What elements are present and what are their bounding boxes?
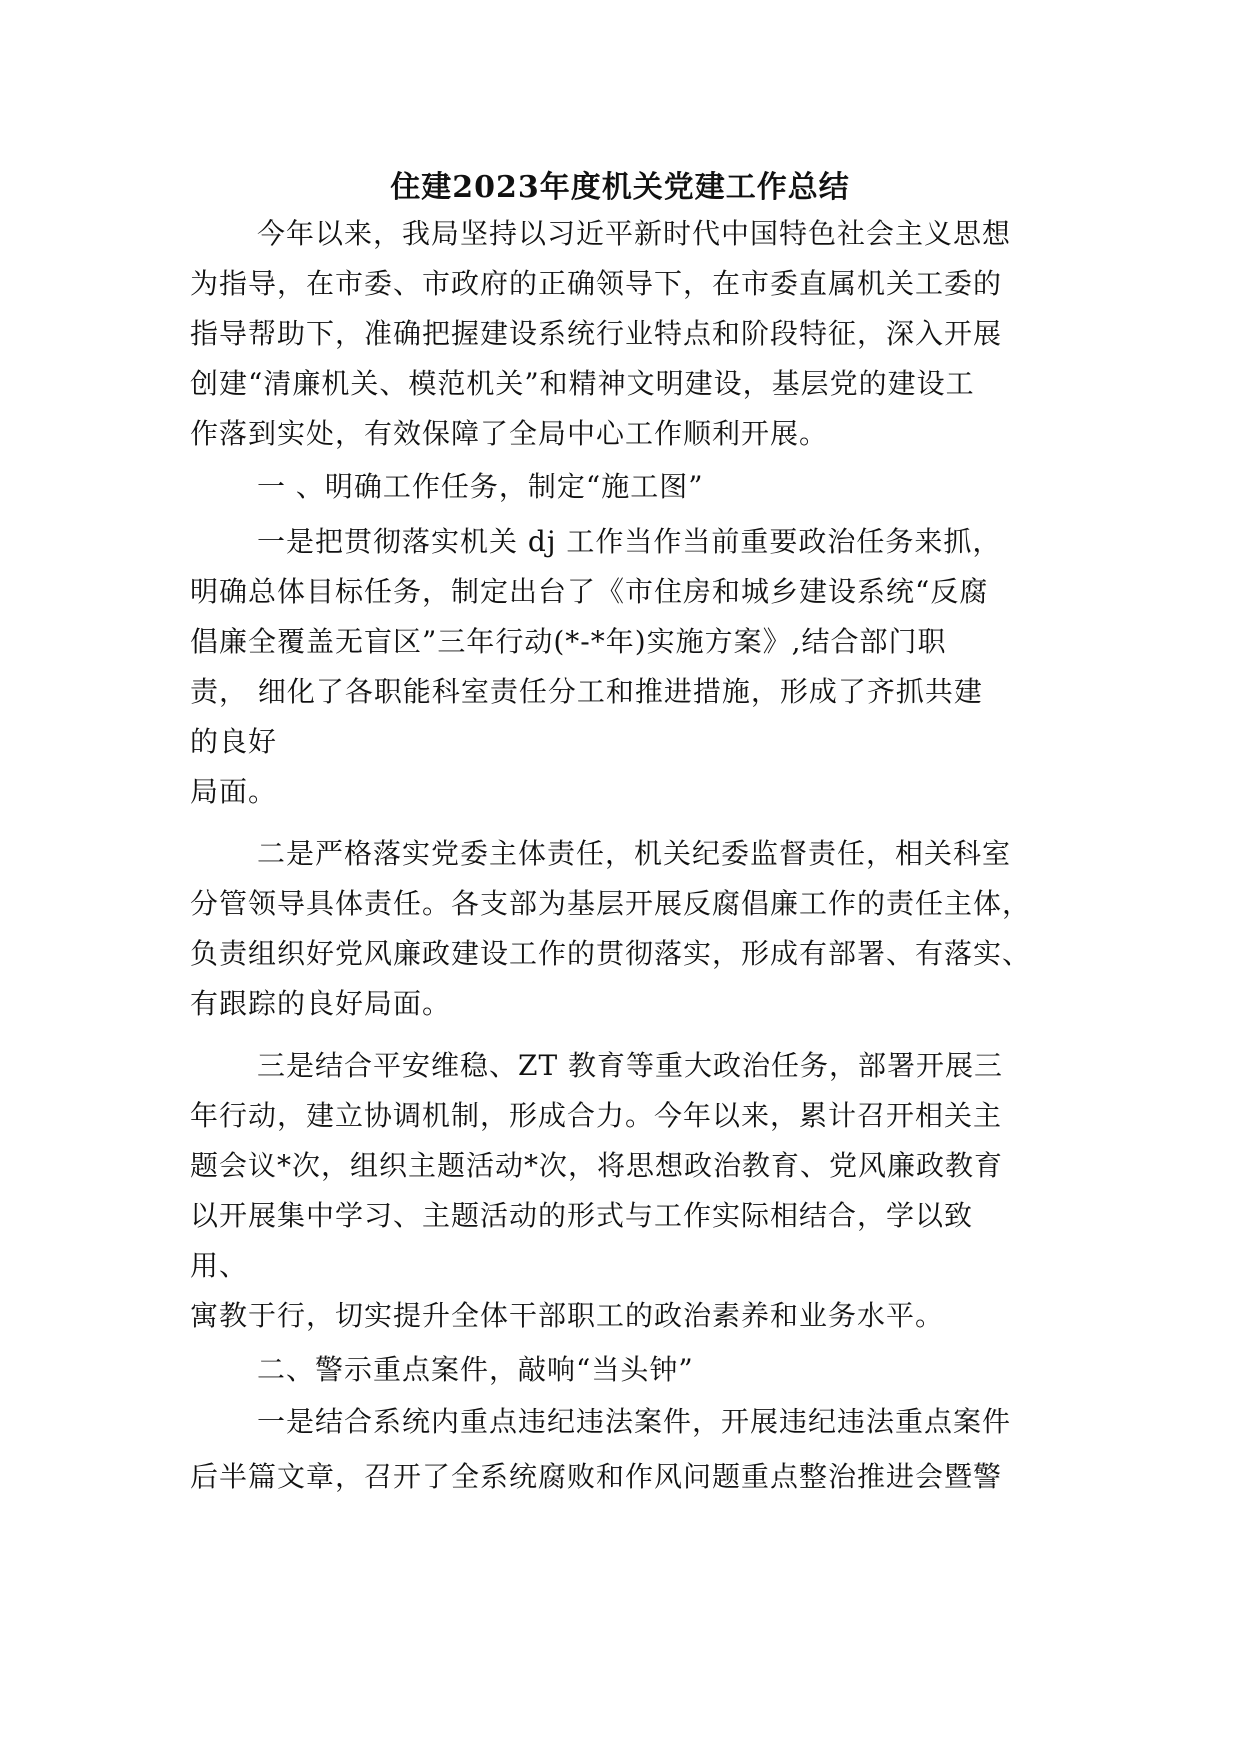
body-line: 分管领导具体责任。各支部为基层开展反腐倡廉工作的责任主体， <box>190 887 1032 920</box>
body-line: 有跟踪的良好局面。 <box>190 987 452 1020</box>
body-line: 寓教于行，切实提升全体干部职工的政治素养和业务水平。 <box>190 1299 945 1332</box>
body-line: 一是结合系统内重点违纪违法案件，开展违纪违法重点案件 <box>257 1405 1012 1438</box>
body-line: 三是结合平安维稳、ZT 教育等重大政治任务，部署开展三 <box>257 1049 1004 1082</box>
body-line: 用、 <box>190 1249 249 1282</box>
body-line: 责， 细化了各职能科室责任分工和推进措施，形成了齐抓共建 <box>190 675 983 708</box>
section-heading: 二、警示重点案件，敲响“当头钟” <box>257 1353 694 1386</box>
body-line: 倡廉全覆盖无盲区”三年行动(*-*年)实施方案》,结合部门职 <box>190 625 947 658</box>
body-line: 今年以来，我局坚持以习近平新时代中国特色社会主义思想 <box>257 217 1012 250</box>
body-line: 负责组织好党风廉政建设工作的贯彻落实，形成有部署、有落实、 <box>190 937 1032 970</box>
document-title: 住建2023年度机关党建工作总结 <box>390 170 850 205</box>
body-line: 指导帮助下，准确把握建设系统行业特点和阶段特征，深入开展 <box>190 317 1003 350</box>
body-line: 的良好 <box>190 725 278 758</box>
body-line: 题会议*次，组织主题活动*次，将思想政治教育、党风廉政教育 <box>190 1149 1004 1182</box>
body-line: 作落到实处，有效保障了全局中心工作顺利开展。 <box>190 417 829 450</box>
body-line: 年行动，建立协调机制，形成合力。今年以来，累计召开相关主 <box>190 1099 1003 1132</box>
body-line: 二是严格落实党委主体责任，机关纪委监督责任，相关科室 <box>257 837 1012 870</box>
body-line: 为指导，在市委、市政府的正确领导下，在市委直属机关工委的 <box>190 267 1003 300</box>
body-line: 创建“清廉机关、模范机关”和精神文明建设，基层党的建设工 <box>190 367 975 400</box>
body-line: 以开展集中学习、主题活动的形式与工作实际相结合，学以致 <box>190 1199 974 1232</box>
section-heading: 一 、明确工作任务，制定“施工图” <box>257 470 704 503</box>
body-line: 局面。 <box>190 775 278 808</box>
body-line: 后半篇文章，召开了全系统腐败和作风问题重点整治推进会暨警 <box>190 1460 1003 1493</box>
body-line: 明确总体目标任务，制定出台了《市住房和城乡建设系统“反腐 <box>190 575 989 608</box>
body-line: 一是把贯彻落实机关 dj 工作当作当前重要政治任务来抓， <box>257 525 1002 558</box>
